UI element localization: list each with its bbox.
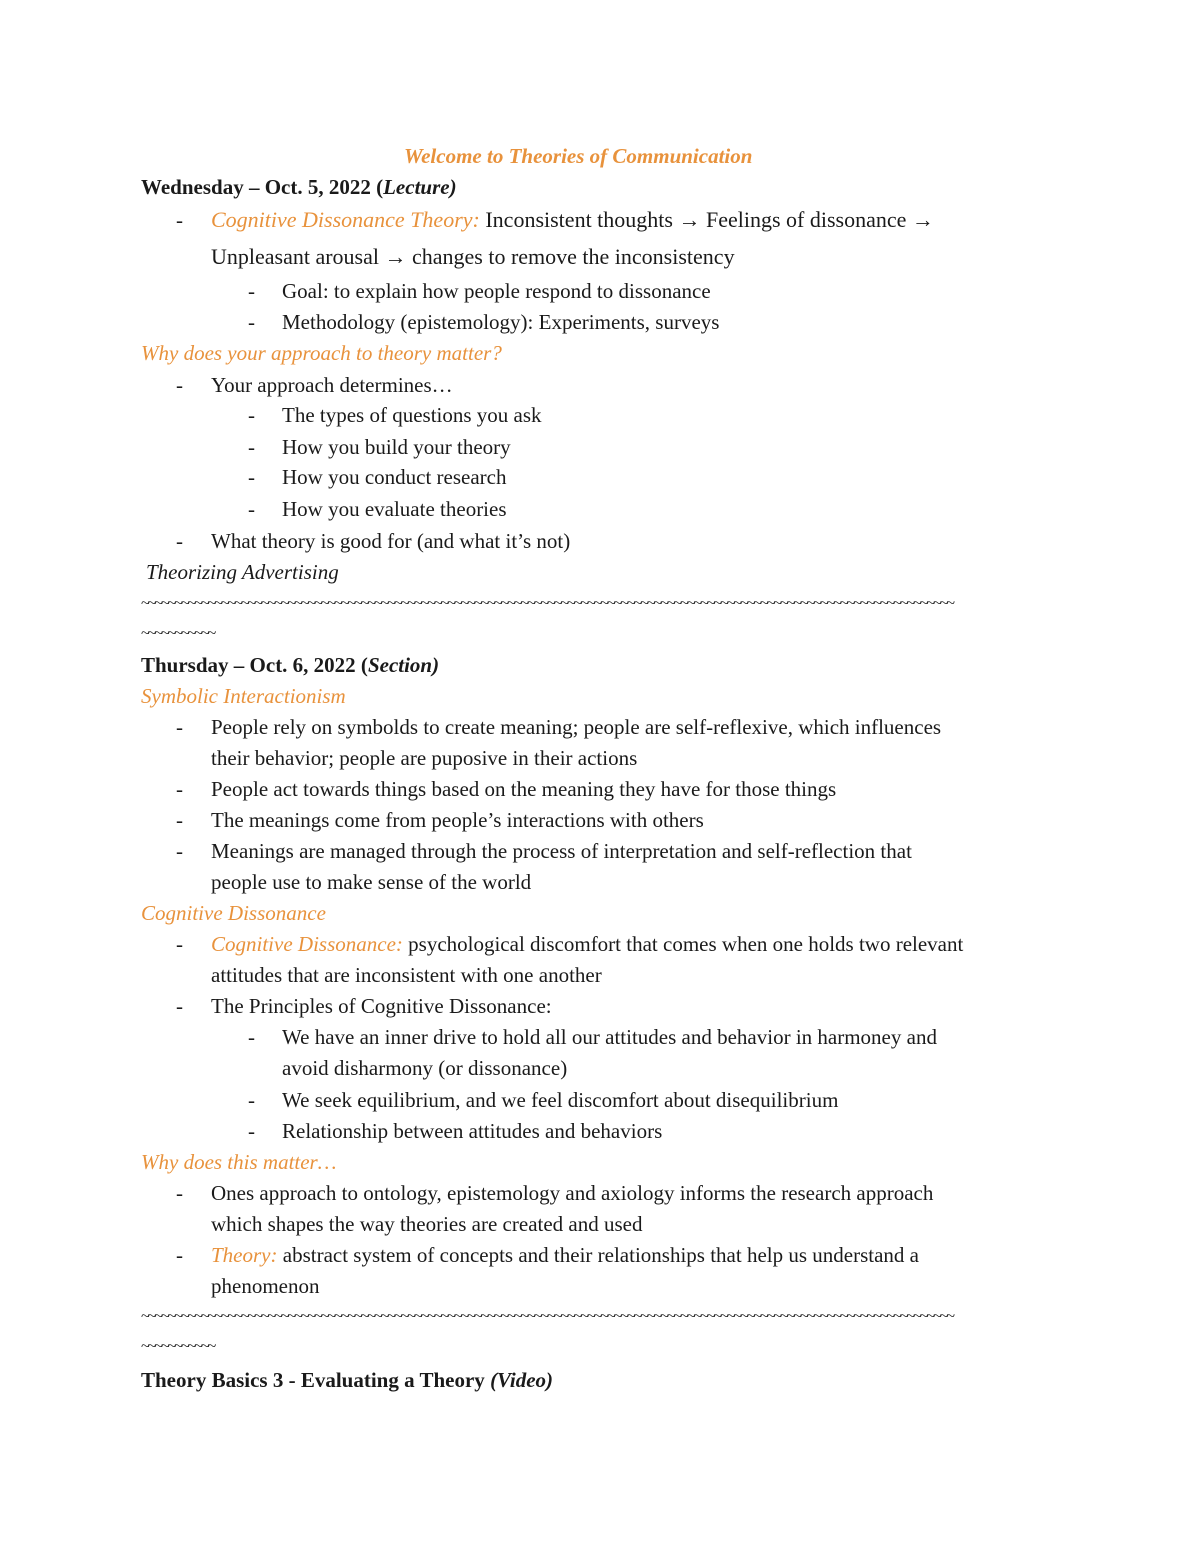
video-heading-tag: (Video) xyxy=(490,1368,554,1392)
wednesday-heading xyxy=(141,173,457,201)
video-heading-text: Theory Basics 3 - Evaluating a Theory xyxy=(141,1368,491,1392)
cd-definition-cont: attitudes that are inconsistent with one another xyxy=(211,963,602,987)
bullet-dash: - xyxy=(176,373,183,397)
sub-item: How you conduct research xyxy=(282,465,507,489)
cdt-line-2: Unpleasant arousal → changes to remove the inconsistency xyxy=(211,244,735,269)
theory-label: Theory: xyxy=(211,1243,278,1267)
sub-item: The types of questions you ask xyxy=(282,403,542,427)
theory-definition-cont: phenomenon xyxy=(211,1274,320,1298)
bullet-dash: - xyxy=(248,403,255,427)
divider-wave: ~~~~~~~~~~~ xyxy=(141,625,215,642)
goal-item: Goal: to explain how people respond to dissonance xyxy=(282,279,711,303)
bullet-dash: - xyxy=(176,808,183,832)
principle-item: We seek equilibrium, and we feel discomfort about disequilibrium xyxy=(282,1088,839,1112)
document-title: Welcome to Theories of Communication xyxy=(404,144,753,168)
bullet-dash: - xyxy=(176,208,183,232)
sub-item: How you build your theory xyxy=(282,435,511,459)
si-item-cont: their behavior; people are puposive in their actions xyxy=(211,746,638,770)
why-approach-heading: Why does your approach to theory matter? xyxy=(141,341,502,365)
wednesday-heading-text: Wednesday – Oct. 5, 2022 ( xyxy=(141,175,384,199)
bullet-dash: - xyxy=(248,1088,255,1112)
cd-text: psychological discomfort that comes when one holds two relevant xyxy=(402,932,964,956)
si-item: Meanings are managed through the process of interpretation and self-reflection that xyxy=(211,839,912,863)
bullet-dash: - xyxy=(176,777,183,801)
principle-item: Relationship between attitudes and behaviors xyxy=(282,1119,663,1143)
bullet-dash: - xyxy=(176,932,183,956)
thursday-heading-tag: Section) xyxy=(367,653,440,677)
cdt-text: Inconsistent thoughts → Feelings of dissonance → xyxy=(479,207,934,232)
cd-definition xyxy=(211,930,963,958)
symbolic-interactionism-heading: Symbolic Interactionism xyxy=(141,684,346,708)
bullet-dash: - xyxy=(248,497,255,521)
theory-text: abstract system of concepts and their relationships that help us understand a xyxy=(277,1243,919,1267)
cdt-label: Cognitive Dissonance Theory: xyxy=(211,207,480,232)
cd-label: Cognitive Dissonance: xyxy=(211,932,403,956)
video-heading xyxy=(141,1366,553,1394)
principles-item: The Principles of Cognitive Dissonance: xyxy=(211,994,552,1018)
theorizing-advertising: Theorizing Advertising xyxy=(146,560,339,584)
bullet-dash: - xyxy=(176,1243,183,1267)
bullet-dash: - xyxy=(176,715,183,739)
methodology-item: Methodology (epistemology): Experiments, surveys xyxy=(282,310,720,334)
bullet-dash: - xyxy=(248,279,255,303)
why-item-cont: which shapes the way theories are created and used xyxy=(211,1212,643,1236)
sub-item: How you evaluate theories xyxy=(282,497,507,521)
bullet-dash: - xyxy=(248,310,255,334)
si-item: People act towards things based on the meaning they have for those things xyxy=(211,777,837,801)
principle-item-cont: avoid disharmony (or dissonance) xyxy=(282,1056,568,1080)
thursday-heading-text: Thursday – Oct. 6, 2022 ( xyxy=(141,653,368,677)
thursday-heading xyxy=(141,651,439,679)
bullet-dash: - xyxy=(248,1025,255,1049)
wednesday-heading-tag: Lecture) xyxy=(383,175,457,199)
si-item: The meanings come from people’s interactions with others xyxy=(211,808,704,832)
why-item: Ones approach to ontology, epistemology and axiology informs the research approach xyxy=(211,1181,934,1205)
principle-item: We have an inner drive to hold all our attitudes and behavior in harmoney and xyxy=(282,1025,937,1049)
theory-definition xyxy=(211,1241,919,1269)
bullet-dash: - xyxy=(176,1181,183,1205)
bullet-dash: - xyxy=(248,435,255,459)
bullet-dash: - xyxy=(248,465,255,489)
bullet-dash: - xyxy=(248,1119,255,1143)
cdt-line xyxy=(211,206,934,234)
cognitive-dissonance-heading: Cognitive Dissonance xyxy=(141,901,326,925)
si-item: People rely on symbolds to create meaning; people are self-reflexive, which influences xyxy=(211,715,942,739)
divider-wave: ~~~~~~~~~~~~~~~~~~~~~~~~~~~~~~~~~~~~~~~~~~~~~~~~~~~~~~~~~~~~~~~~~~~~~~~~~~~~~~~~~~~~~~~~~~~~~~~~~~~~~~~~~~~~~~~~~~~~~~~~~~ xyxy=(141,595,954,612)
divider-wave: ~~~~~~~~~~~ xyxy=(141,1338,215,1355)
si-item-cont: people use to make sense of the world xyxy=(211,870,532,894)
what-theory-item: What theory is good for (and what it’s not) xyxy=(211,529,571,553)
why-matter-heading: Why does this matter… xyxy=(141,1150,337,1174)
bullet-dash: - xyxy=(176,529,183,553)
bullet-dash: - xyxy=(176,839,183,863)
divider-wave: ~~~~~~~~~~~~~~~~~~~~~~~~~~~~~~~~~~~~~~~~~~~~~~~~~~~~~~~~~~~~~~~~~~~~~~~~~~~~~~~~~~~~~~~~~~~~~~~~~~~~~~~~~~~~~~~~~~~~~~~~~~ xyxy=(141,1308,954,1325)
bullet-dash: - xyxy=(176,994,183,1018)
approach-item: Your approach determines… xyxy=(211,373,453,397)
